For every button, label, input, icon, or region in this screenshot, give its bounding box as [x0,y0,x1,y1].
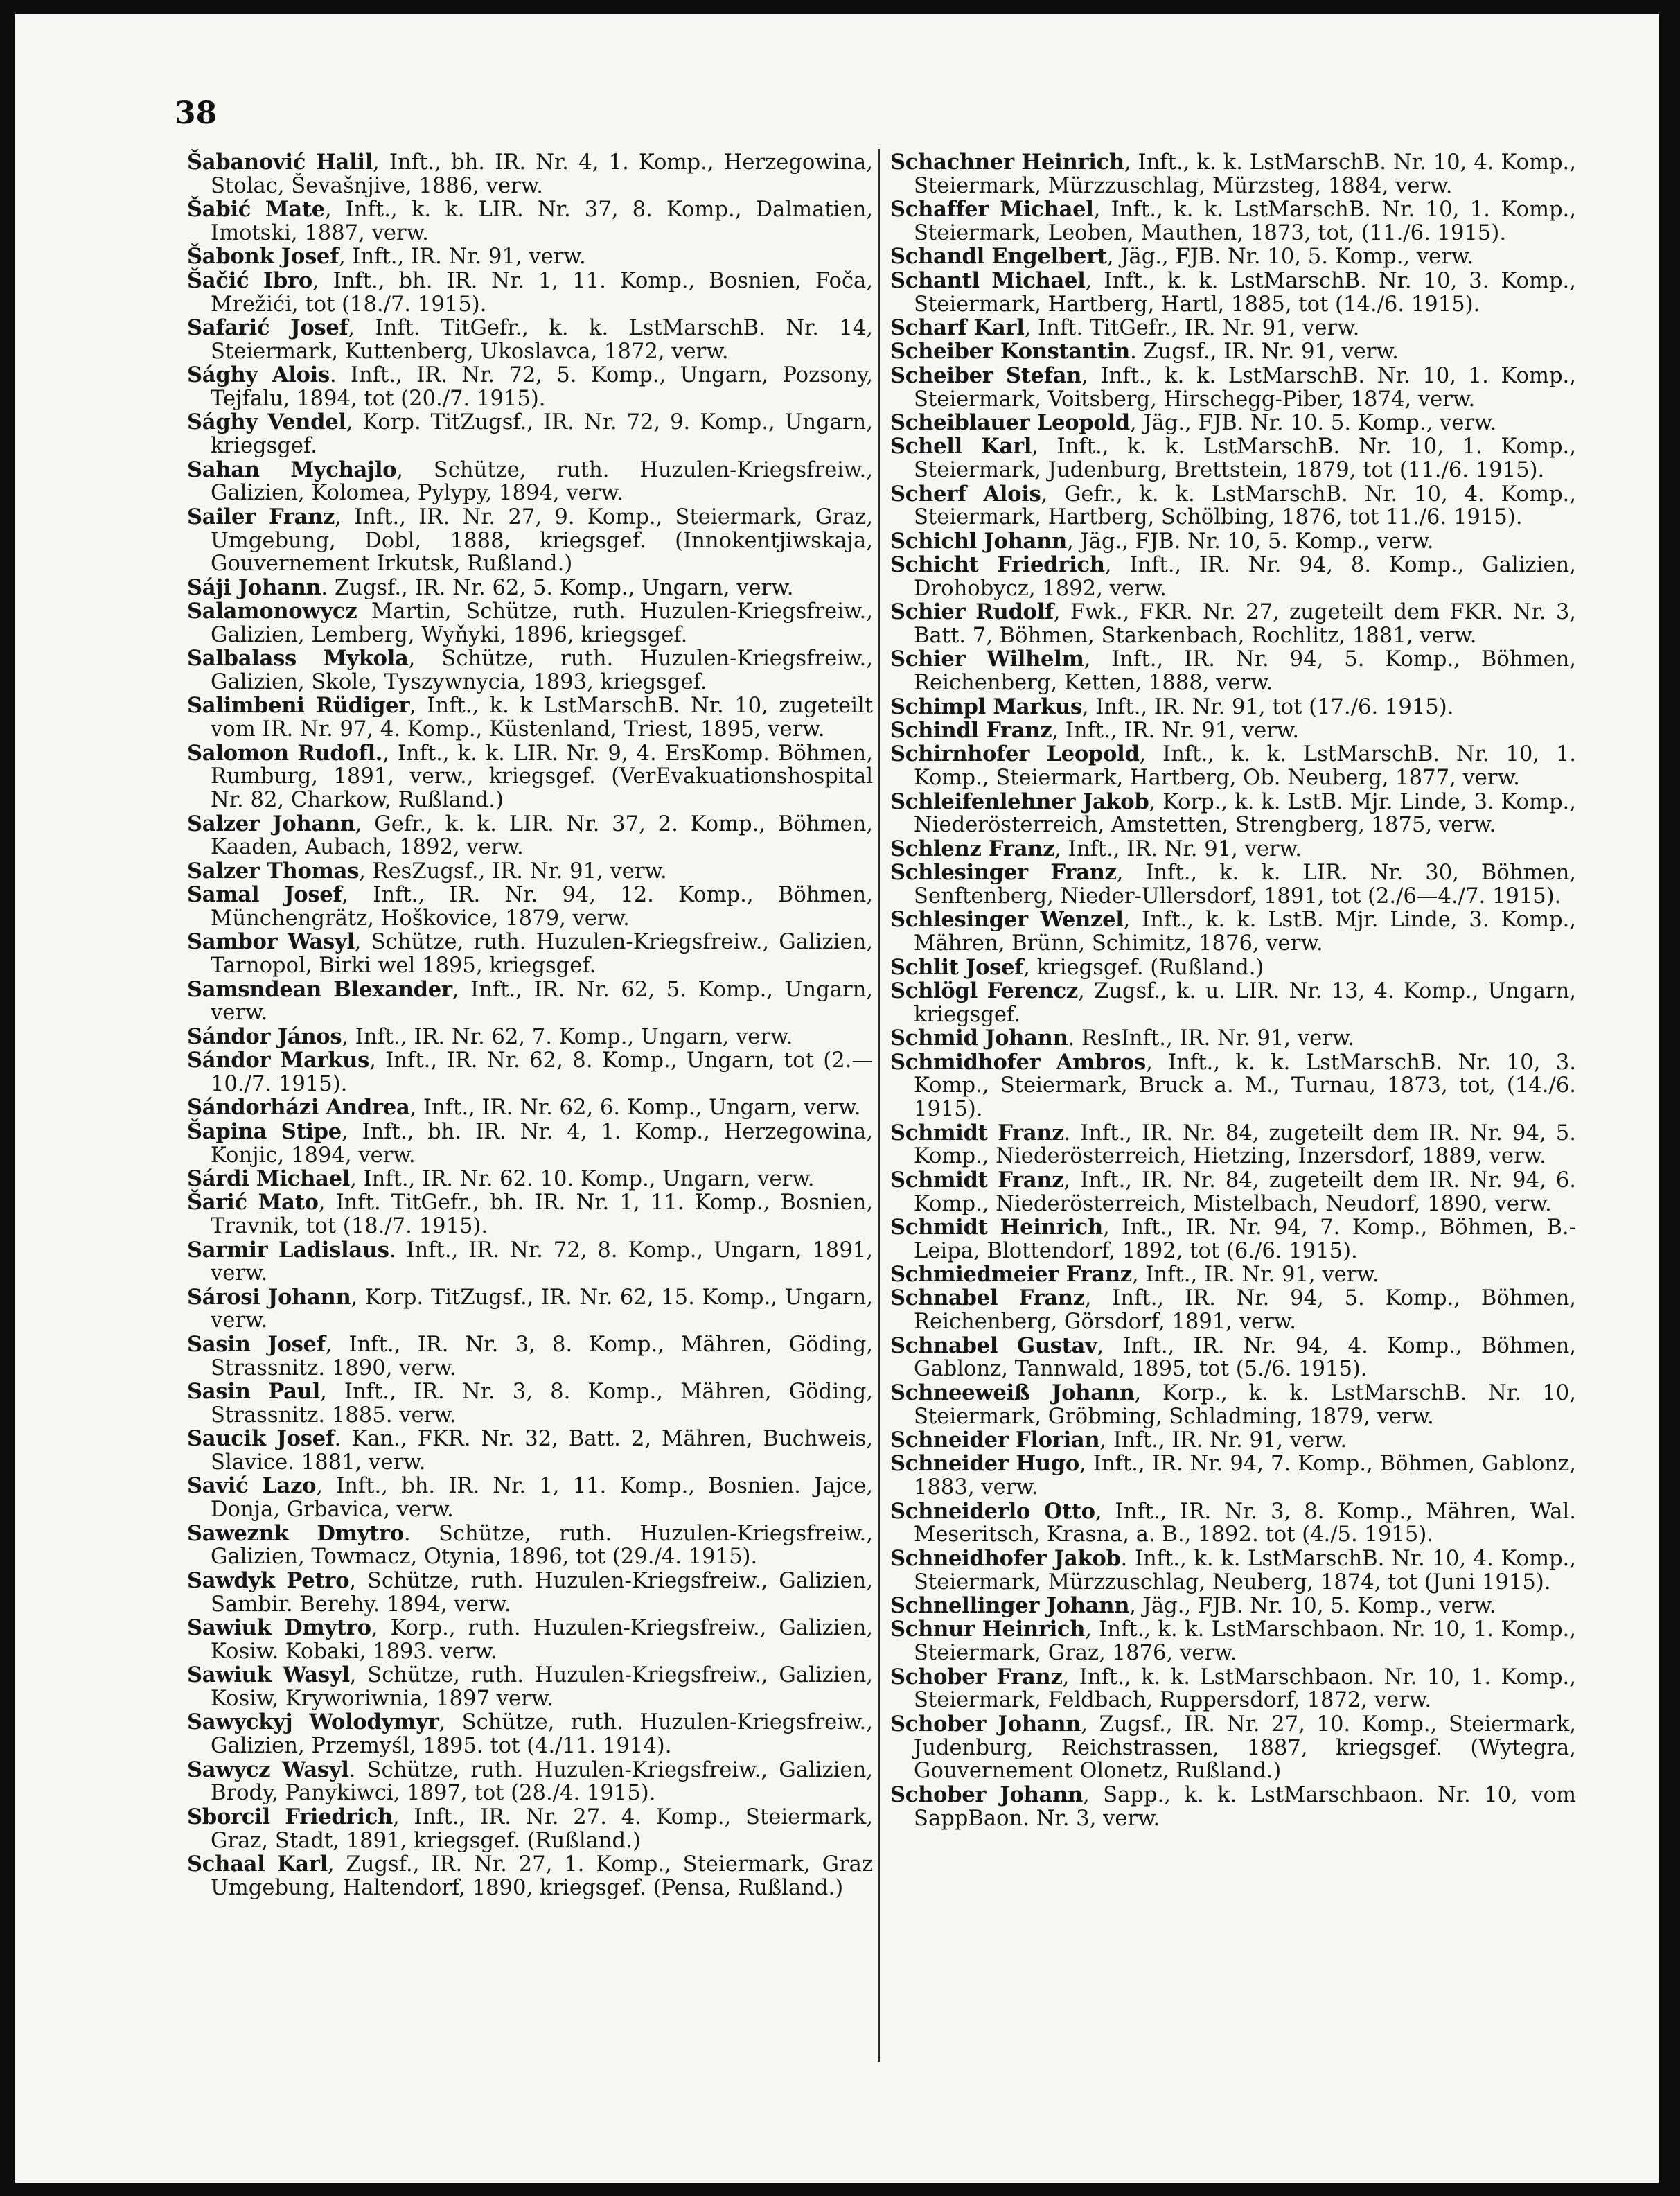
entry-name: Schober Johann [890,1782,1083,1807]
list-entry [187,884,873,931]
entry-name: Sárosi Johann [187,1284,351,1310]
entry-details: , Inft., IR. Nr. 94, 5. Komp., Böhmen, Reichenberg, Ketten, 1888, verw. [914,647,1576,696]
entry-name: Saweznk Dmytro [187,1520,404,1546]
entry-name: Schnur Heinrich [890,1617,1086,1642]
entry-name: Schneeweiß Johann [890,1380,1135,1405]
entry-name: Salomon Rudofl. [187,740,383,766]
list-entry [890,1169,1576,1216]
entry-details: Martin, Schütze, ruth. Huzulen-Kriegsfreiw., Galizien, Lemberg, Wyňyki, 1896, kriegsgef. [211,599,873,647]
entry-name: Schleifenlehner Jakob [890,789,1149,814]
list-entry [187,1806,873,1853]
list-entry [187,1711,873,1758]
entry-name: Sárdi Michael [187,1166,351,1191]
entry-details: , Schütze, ruth. Huzulen-Kriegsfreiw., Galizien, Skole, Tyszywnycia, 1893, kriegsgef. [211,647,873,695]
entry-details: , Inft., IR. Nr. 3, 8. Komp., Mähren, Wal. Meseritsch, Krasna, a. B., 1892. tot (4./5. 1915). [914,1499,1577,1547]
entry-details: . Schütze, ruth. Huzulen-Kriegsfreiw., Galizien, Towmacz, Otynia, 1896, tot (29./4. 1915). [211,1521,873,1570]
entry-details: , Gefr., k. k. LIR. Nr. 37, 2. Komp., Böhmen, Kaaden, Aubach, 1892, verw. [211,811,874,860]
entry-details: , Inft., k. k. LstMarschB. Nr. 10, 1. Komp., Steiermark, Voitsberg, Hirschegg-Piber, 1874, verw. [914,363,1576,412]
entry-name: Schnabel Franz [890,1285,1085,1311]
list-entry [890,838,1576,861]
entry-details: , Schütze, ruth. Huzulen-Kriegsfreiw., Galizien, Kosiw, Kryworiwnia, 1897 verw. [211,1663,873,1711]
list-entry [187,1759,873,1806]
list-entry [187,317,873,364]
entry-name: Salzer Thomas [187,858,360,884]
list-entry [890,1713,1576,1783]
entry-name: Schier Rudolf [890,599,1054,625]
entry-details: , Inft., k. k. LstB. Mjr. Linde, 3. Komp., Mähren, Brünn, Schimitz, 1876, verw. [914,908,1576,956]
list-entry [187,600,873,647]
document-page [15,14,1659,2183]
list-entry [187,411,873,458]
list-entry [187,1096,873,1120]
entry-name: Samal Josef [187,882,342,908]
list-entry [890,601,1576,648]
list-entry [890,267,1576,317]
list-entry [187,574,873,600]
entry-details: , Jäg., FJB. Nr. 10, 5. Komp., verw. [1066,529,1434,554]
entry-name: Schober Franz [890,1664,1063,1689]
list-entry [187,742,873,812]
entry-name: Šarić Mato [187,1190,319,1215]
entry-name: Schlögl Ferencz [890,978,1078,1003]
entry-details: , Inft., IR. Nr. 91, verw. [1052,719,1300,744]
entry-details: , Inft., IR. Nr. 91, tot (17./6. 1915). [1081,694,1454,719]
entry-name: Schneidhofer Jakob [890,1545,1121,1571]
entry-details: , Inft., IR. Nr. 62, 8. Komp., Ungarn, tot (2.—10./7. 1915). [211,1048,873,1096]
entry-details: , Jäg., FJB. Nr. 10, 5. Komp., verw. [1129,1593,1496,1618]
list-entry [890,1592,1576,1618]
list-entry [187,860,873,884]
entry-details: , Inft., bh. IR. Nr. 1, 11. Komp., Bosnien. Jajce, Donja, Grbavica, verw. [211,1474,874,1522]
entry-details: , kriegsgef. (Rußland.) [1023,955,1264,980]
list-entry [187,364,873,411]
entry-details: , Inft., IR. Nr. 94, 12. Komp., Böhmen, Münchengrätz, Hoškovice, 1879, verw. [211,883,873,931]
entry-details: . Inft., IR. Nr. 72, 5. Komp., Ungarn, Pozsony, Tejfalu, 1894, tot (20./7. 1915). [211,363,873,411]
entry-name: Sándor Markus [187,1048,370,1073]
entry-name: Schmidhofer Ambros [890,1049,1146,1075]
entry-details: , Inft., IR. Nr. 27. 4. Komp., Steiermark, Graz, Stadt, 1891, kriegsgef. (Rußland.) [211,1804,874,1853]
entry-details: , Jäg., FJB. Nr. 10, 5. Komp., verw. [1106,245,1474,270]
entry-name: Schirnhofer Leopold [890,741,1140,767]
entry-details: . Inft., IR. Nr. 84, zugeteilt dem IR. Nr. 94, 5. Komp., Niederösterreich, Hietzing, Inzersdorf, 1889, verw. [914,1121,1576,1169]
entry-name: Sborcil Friedrich [187,1804,393,1829]
list-entry [890,1122,1576,1169]
entry-details: , Gefr., k. k. LstMarschB. Nr. 10, 4. Komp., Steiermark, Hartberg, Schölbing, 1876, tot 11./6. 1915). [914,482,1576,530]
entry-name: Schaal Karl [187,1851,328,1877]
entry-name: Schneider Hugo [890,1451,1079,1477]
entry-details: , Inft., k. k LstMarschB. Nr. 10, zugeteilt vom IR. Nr. 97, 4. Komp., Küstenland, Triest, 1895, verw. [211,694,873,742]
entry-name: Sawdyk Petro [187,1567,350,1593]
list-entry [187,151,873,198]
column-divider [878,149,880,2062]
entry-details: , Schütze, ruth. Huzulen-Kriegsfreiw., Galizien, Sambir. Berehy. 1894, verw. [211,1568,873,1617]
list-entry [890,1216,1576,1263]
list-entry [890,245,1576,269]
entry-name: Sawyckyj Wolodymyr [187,1710,439,1735]
entry-name: Schmidt Franz [890,1167,1064,1193]
list-entry [890,1452,1576,1500]
list-entry [890,1784,1576,1831]
entry-details: , Inft., IR. Nr. 94, 7. Komp., Böhmen, Gablonz, 1883, verw. [914,1452,1576,1500]
list-entry [890,1429,1576,1452]
entry-details: . Kan., FKR. Nr. 32, Batt. 2, Mähren, Buchweis, Slavice. 1881, verw. [211,1427,873,1475]
list-entry [890,1547,1576,1595]
entry-details: , Schütze, ruth. Huzulen-Kriegsfreiw., Galizien, Przemyśl, 1895. tot (4./11. 1914). [211,1710,873,1759]
entry-details: , ResZugsf., IR. Nr. 91, verw. [359,859,667,884]
entry-details: , Inft., k. k. LstMarschB. Nr. 10, 4. Komp., Steiermark, Mürzzuschlag, Mürzsteg, 1884, verw. [914,150,1576,198]
entry-details: , Inft., k. k. LIR. Nr. 30, Böhmen, Senftenberg, Nieder-Ullersdorf, 1891, tot (2./6—4./7. 1915). [914,861,1576,908]
entry-name: Šabić Mate [187,197,325,222]
list-entry [890,1263,1576,1287]
list-entry [890,980,1576,1027]
entry-name: Schneiderlo Otto [890,1498,1095,1524]
list-entry [187,1853,873,1900]
entry-name: Schindl Franz [890,718,1052,744]
entry-details: , Inft., k. k. LstMarschbaon. Nr. 10, 1. Komp., Steiermark, Graz, 1876, verw. [914,1617,1576,1666]
page-number: 38 [175,96,218,131]
list-entry [890,435,1576,482]
entry-details: , Inft., IR. Nr. 91, verw. [1099,1428,1347,1453]
entry-name: Schmid Johann [890,1026,1068,1051]
list-entry [187,1286,873,1333]
entry-details: , Inft., IR. Nr. 3, 8. Komp., Mähren, Göding, Strassnitz. 1890, verw. [211,1332,873,1380]
entry-name: Savić Lazo [187,1473,317,1499]
list-entry [890,483,1576,530]
entry-details: . Schütze, ruth. Huzulen-Kriegsfreiw., Galizien, Brody, Panykiwci, 1897, tot (28./4. 1915). [211,1757,873,1806]
entry-name: Sághy Vendel [187,410,346,435]
entry-name: Schneider Florian [890,1428,1100,1453]
entry-name: Scheiblauer Leopold [890,410,1130,435]
entry-name: Schicht Friedrich [890,552,1105,578]
list-entry [187,694,873,741]
entry-details: , Zugsf., IR. Nr. 27, 1. Komp., Steiermark, Graz Umgebung, Haltendorf, 1890, kriegsgef. (Pensa, Rußland.) [211,1852,873,1900]
list-entry [890,696,1576,719]
list-entry [890,1287,1576,1334]
entry-name: Sawiuk Wasyl [187,1662,350,1688]
list-entry [890,719,1576,743]
entry-details: , Inft., IR. Nr. 94, 5. Komp., Böhmen, Reichenberg, Görsdorf, 1891, verw. [914,1286,1577,1335]
list-entry [890,554,1576,601]
entry-name: Sawycz Wasyl [187,1757,349,1782]
entry-details: , Inft., k. k. LIR. Nr. 37, 8. Komp., Dalmatien, Imotski, 1887, verw. [211,197,873,245]
entry-details: , Inft., IR. Nr. 94, 7. Komp., Böhmen, B.-Leipa, Blottendorf, 1892, tot (6./6. 1915). [914,1215,1576,1263]
entry-name: Salbalass Mykola [187,646,409,671]
entry-details: , Inft., IR. Nr. 94, 8. Komp., Galizien, Drohobycz, 1892, verw. [914,553,1576,601]
entry-details: , Inft., IR. Nr. 94, 4. Komp., Böhmen, Gablonz, Tannwald, 1895, tot (5./6. 1915). [914,1333,1576,1382]
list-entry [890,648,1576,695]
entry-details: , Inft. TitGefr., IR. Nr. 91, verw. [1024,315,1360,340]
entry-details: , Inft., k. k. LstMarschB. Nr. 10, 1. Komp., Steiermark, Leoben, Mauthen, 1873, tot, (11./6. 1915). [914,197,1576,245]
entry-details: , Inft., k. k. LstMarschB. Nr. 10, 1. Komp., Steiermark, Judenburg, Brettstein, 1879, tot (11./6. 1915). [914,434,1576,483]
list-entry [890,791,1576,838]
entry-name: Schnabel Gustav [890,1333,1097,1358]
list-entry [187,647,873,694]
entry-name: Sándorházi Andrea [187,1095,410,1121]
entry-name: Salzer Johann [187,811,355,836]
entry-details: , Zugsf., k. u. LIR. Nr. 13, 4. Komp., Ungarn, kriegsgef. [914,978,1576,1027]
list-entry [890,1618,1576,1665]
entry-details: , Inft., k. k. LstMarschB. Nr. 10, 1. Komp., Steiermark, Hartberg, Ob. Neuberg, 1877, verw. [914,742,1576,791]
entry-details: , Inft., bh. IR. Nr. 1, 11. Komp., Bosnien, Foča, Mrežići, tot (18./7. 1915). [211,268,873,317]
list-entry [187,198,873,245]
entry-details: . Zugsf., IR. Nr. 91, verw. [1129,340,1399,364]
entry-details: , Inft., IR. Nr. 62. 10. Komp., Ungarn, verw. [350,1166,815,1191]
entry-details: , Inft., IR. Nr. 91, verw. [1054,836,1302,861]
list-entry [187,1617,873,1664]
entry-details: , Korp. TitZugsf., IR. Nr. 72, 9. Komp., Ungarn, kriegsgef. [211,410,873,459]
entry-details: , Inft. TitGefr., bh. IR. Nr. 1, 11. Komp., Bosnien, Travnik, tot (18./7. 1915). [211,1191,873,1239]
entry-name: Schlesinger Franz [890,860,1117,886]
entry-name: Sahan Mychajlo [187,457,397,482]
entry-name: Schimpl Markus [890,694,1082,719]
list-entry [890,1027,1576,1051]
list-entry [890,1666,1576,1713]
entry-name: Schaffer Michael [890,197,1094,222]
entry-details: , Fwk., FKR. Nr. 27, zugeteilt dem FKR. Nr. 3, Batt. 7, Böhmen, Starkenbach, Rochlitz, 1881, verw. [914,600,1577,649]
entry-name: Scheiber Stefan [890,362,1082,388]
entry-name: Schachner Heinrich [890,150,1124,175]
entry-details: , Inft., k. k. LstMarschB. Nr. 10, 3. Komp., Steiermark, Bruck a. M., Turnau, 1873, tot, (14./6. 1915). [914,1050,1577,1122]
entry-name: Samsndean Blexander [187,976,452,1002]
entry-details: , Inft., IR. Nr. 62, 6. Komp., Ungarn, verw. [409,1096,861,1121]
entry-details: , Inft., IR. Nr. 3, 8. Komp., Mähren, Göding, Strassnitz. 1885. verw. [211,1380,873,1428]
entry-details: . Inft., k. k. LstMarschB. Nr. 10, 4. Komp., Steiermark, Mürzzuschlag, Neuberg, 1874, tot (Juni 1915). [914,1546,1576,1595]
entry-details: . Zugsf., IR. Nr. 62, 5. Komp., Ungarn, verw. [321,575,794,600]
list-entry [187,1522,873,1570]
entry-name: Saucik Josef [187,1426,335,1452]
list-entry [890,364,1576,412]
list-entry [890,1051,1576,1121]
entry-details: , Inft., k. k. LstMarschB. Nr. 10, 3. Komp., Steiermark, Hartberg, Hartl, 1885, tot (14./6. 1915). [914,268,1576,317]
list-entry [187,1191,873,1238]
entry-name: Safarić Josef [187,315,348,340]
list-entry [187,813,873,860]
list-entry [187,267,873,317]
list-entry [890,317,1576,340]
entry-name: Šačić Ibro [187,267,312,293]
list-entry [890,151,1576,198]
entry-name: Salimbeni Rüdiger [187,693,410,719]
entry-name: Schlit Josef [890,954,1024,980]
entry-details: , Inft., bh. IR. Nr. 4, 1. Komp., Herzegowina, Stolac, Ševašnjive, 1886, verw. [211,150,873,198]
entry-name: Salamonowycz [187,599,357,624]
list-entry [187,1118,873,1168]
entry-details: , Inft., IR. Nr. 62, 7. Komp., Ungarn, verw. [342,1024,793,1049]
entry-details: , Inft., IR. Nr. 62, 5. Komp., Ungarn, verw. [211,977,874,1026]
entry-details: , Schütze, ruth. Huzulen-Kriegsfreiw., Galizien, Kolomea, Pylypy, 1894, verw. [211,457,873,506]
entry-name: Sawiuk Dmytro [187,1615,371,1640]
entry-name: Schantl Michael [890,267,1086,293]
right-column [890,151,1576,1831]
entry-details: . Inft., IR. Nr. 72, 8. Komp., Ungarn, 1891, verw. [211,1238,873,1286]
entry-name: Šapina Stipe [187,1118,342,1144]
list-entry [187,1026,873,1049]
entry-details: , Korp., k. k. LstB. Mjr. Linde, 3. Komp., Niederösterreich, Amstetten, Strengberg, 1875, verw. [914,789,1576,838]
list-entry [890,530,1576,554]
entry-name: Schmiedmeier Franz [890,1262,1132,1288]
entry-name: Sándor János [187,1024,342,1049]
entry-details: , Inft., IR. Nr. 27, 9. Komp., Steiermark, Graz, Umgebung, Dobl, 1888, kriegsgef. (Innokentjiwskaja, Gouvernement Irkutsk, Rußland.) [211,504,873,577]
entry-name: Schnellinger Johann [890,1592,1130,1618]
entry-name: Sáji Johann [187,574,321,600]
list-entry [890,412,1576,435]
entry-details: , Jäg., FJB. Nr. 10. 5. Komp., verw. [1129,410,1497,435]
list-entry [890,1382,1576,1429]
entry-name: Sarmir Ladislaus [187,1237,389,1263]
entry-name: Šabanović Halil [187,150,373,175]
entry-name: Scherf Alois [890,481,1041,507]
list-entry [187,978,873,1026]
list-entry [187,1168,873,1191]
entry-name: Šabonk Josef [187,244,339,270]
list-entry [890,743,1576,790]
entry-details: , Korp., k. k. LstMarschB. Nr. 10, Steiermark, Gröbming, Schladming, 1879, verw. [914,1380,1576,1429]
entry-details: , Inft., IR. Nr. 91, verw. [338,245,586,270]
entry-name: Sasin Josef [187,1331,326,1357]
entry-name: Sailer Franz [187,504,335,529]
left-column [187,151,873,1900]
entry-name: Sambor Wasyl [187,929,355,955]
list-entry [890,908,1576,956]
entry-details: , Inft. TitGefr., k. k. LstMarschB. Nr. 14, Steiermark, Kuttenberg, Ukoslavca, 1872, verw. [211,315,873,364]
list-entry [890,1500,1576,1547]
entry-details: . ResInft., IR. Nr. 91, verw. [1068,1026,1355,1051]
list-entry [890,1335,1576,1382]
list-entry [187,506,873,576]
list-entry [187,1380,873,1428]
entry-details: , Zugsf., IR. Nr. 27, 10. Komp., Steiermark, Judenburg, Reichstrassen, 1887, kriegsgef. (Wytegra, Gouvernement Olonetz, Rußland.) [914,1712,1576,1784]
entry-name: Schichl Johann [890,528,1067,554]
entry-details: , Sapp., k. k. LstMarschbaon. Nr. 10, vom SappBaon. Nr. 3, verw. [914,1782,1577,1831]
list-entry [187,459,873,506]
entry-details: , Schütze, ruth. Huzulen-Kriegsfreiw., Galizien, Tarnopol, Birki wel 1895, kriegsgef. [211,930,873,978]
entry-details: , Inft., IR. Nr. 91, verw. [1131,1263,1379,1288]
entry-name: Schlesinger Wenzel [890,907,1124,933]
list-entry [890,198,1576,245]
list-entry [187,1664,873,1711]
list-entry [187,1049,873,1096]
entry-name: Schell Karl [890,434,1032,459]
entry-name: Sasin Paul [187,1379,320,1405]
list-entry [187,1333,873,1380]
entry-details: , Inft., bh. IR. Nr. 4, 1. Komp., Herzegowina, Konjic, 1894, verw. [211,1119,873,1168]
entry-name: Schandl Engelbert [890,244,1107,270]
list-entry [187,1428,873,1475]
list-entry [187,1475,873,1522]
entry-name: Scharf Karl [890,315,1025,340]
entry-name: Schier Wilhelm [890,647,1084,672]
entry-name: Scheiber Konstantin [890,339,1130,364]
list-entry [187,1239,873,1286]
list-entry [187,931,873,978]
list-entry [187,1567,873,1617]
entry-details: , Inft., IR. Nr. 84, zugeteilt dem IR. Nr. 94, 6. Komp., Niederösterreich, Mistelbach, Neudorf, 1890, verw. [914,1168,1576,1216]
entry-name: Schmidt Heinrich [890,1214,1103,1240]
entry-name: Schober Johann [890,1711,1081,1737]
list-entry [187,245,873,269]
list-entry [890,340,1576,364]
entry-details: , Inft., k. k. LIR. Nr. 9, 4. ErsKomp. Böhmen, Rumburg, 1891, verw., kriegsgef. (VerEvakuationshospital Nr. 82, Charkow, Rußland.) [211,741,873,813]
entry-name: Schmidt Franz [890,1120,1064,1145]
entry-name: Schlenz Franz [890,836,1055,861]
entry-details: , Korp., ruth. Huzulen-Kriegsfreiw., Galizien, Kosiw. Kobaki, 1893. verw. [211,1616,873,1664]
list-entry [890,861,1576,908]
entry-details: , Inft., k. k. LstMarschbaon. Nr. 10, 1. Komp., Steiermark, Feldbach, Ruppersdorf, 1872, verw. [914,1664,1576,1713]
list-entry [890,956,1576,980]
entry-name: Sághy Alois [187,362,330,388]
entry-details: , Korp. TitZugsf., IR. Nr. 62, 15. Komp., Ungarn, verw. [211,1285,873,1333]
